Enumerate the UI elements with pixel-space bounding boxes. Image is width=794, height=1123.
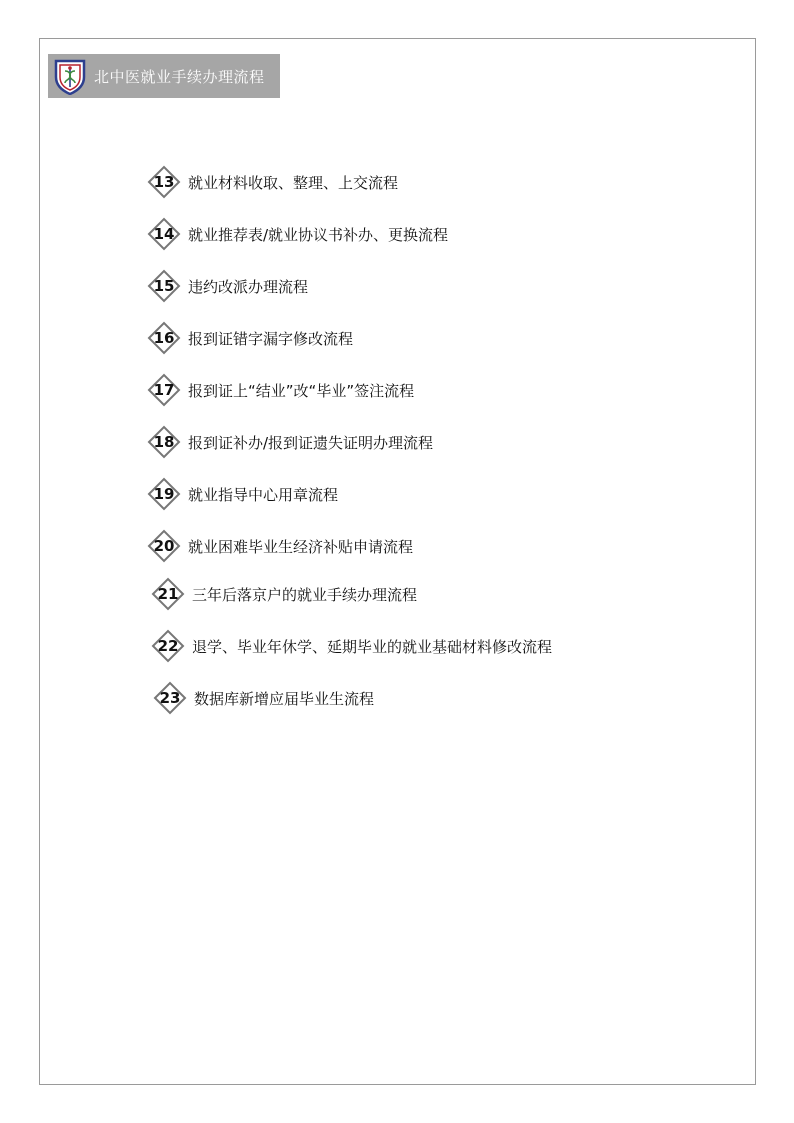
list-item[interactable] <box>146 268 308 304</box>
item-label: 违约改派办理流程 <box>188 277 309 296</box>
list-item[interactable] <box>146 372 414 408</box>
item-label: 数据库新增应届毕业生流程 <box>194 689 375 708</box>
list-item[interactable] <box>152 680 374 716</box>
number-diamond-icon <box>146 476 182 512</box>
header-banner <box>48 54 280 98</box>
list-item[interactable] <box>146 216 448 252</box>
number-diamond-icon <box>146 424 182 460</box>
list-item[interactable] <box>146 528 413 564</box>
item-number: 22 <box>157 637 179 655</box>
item-label: 就业指导中心用章流程 <box>188 485 339 504</box>
item-label: 报到证补办/报到证遗失证明办理流程 <box>188 433 434 452</box>
item-number: 17 <box>153 381 175 399</box>
item-number: 23 <box>159 689 181 707</box>
item-number: 20 <box>153 537 175 555</box>
number-diamond-icon <box>146 268 182 304</box>
list-item[interactable] <box>146 320 353 356</box>
list-item[interactable] <box>146 476 338 512</box>
list-item[interactable] <box>150 628 552 664</box>
number-diamond-icon <box>146 320 182 356</box>
item-number: 13 <box>153 173 175 191</box>
item-label: 就业材料收取、整理、上交流程 <box>188 173 399 192</box>
item-label: 就业推荐表/就业协议书补办、更换流程 <box>188 225 449 244</box>
item-number: 16 <box>153 329 175 347</box>
number-diamond-icon <box>146 372 182 408</box>
item-label: 三年后落京户的就业手续办理流程 <box>192 585 418 604</box>
number-diamond-icon <box>146 528 182 564</box>
number-diamond-icon <box>146 216 182 252</box>
list-item[interactable] <box>146 164 398 200</box>
item-label: 报到证上“结业”改“毕业”签注流程 <box>188 381 415 400</box>
item-number: 19 <box>153 485 175 503</box>
item-label: 报到证错字漏字修改流程 <box>188 329 354 348</box>
item-number: 15 <box>153 277 175 295</box>
number-diamond-icon <box>150 576 186 612</box>
item-number: 21 <box>157 585 179 603</box>
number-diamond-icon <box>150 628 186 664</box>
list-item[interactable] <box>150 576 417 612</box>
number-diamond-icon <box>146 164 182 200</box>
item-label: 就业困难毕业生经济补贴申请流程 <box>188 537 414 556</box>
header-title: 北中医就业手续办理流程 <box>94 67 265 86</box>
number-diamond-icon <box>152 680 188 716</box>
item-number: 18 <box>153 433 175 451</box>
university-crest-icon <box>52 57 88 95</box>
list-item[interactable] <box>146 424 433 460</box>
item-label: 退学、毕业年休学、延期毕业的就业基础材料修改流程 <box>192 637 553 656</box>
item-number: 14 <box>153 225 175 243</box>
